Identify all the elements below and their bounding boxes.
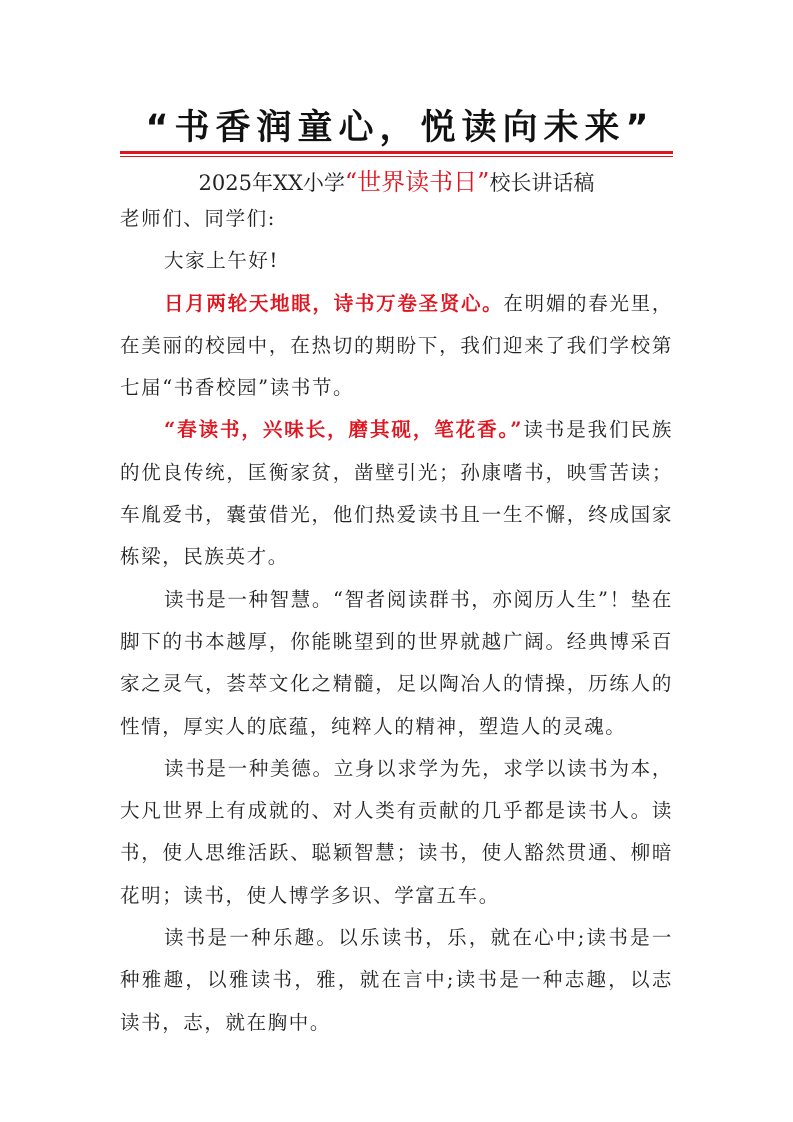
paragraph xyxy=(120,409,673,578)
paragraph: 读书是一种美德。立身以求学为先，求学以读书为本，大凡世界上有成就的、对人类有贡献的几乎都是读书人。读书，使人思维活跃、聪颖智慧；读书，使人豁然贯通、柳暗花明；读书，使人博学多识、学富五车。 xyxy=(120,756,673,907)
paragraph: 读书是一种智慧。“智者阅读群书，亦阅历人生”！垫在脚下的书本越厚，你能眺望到的世界就越广阔。经典博采百家之灵气，荟萃文化之精髓，足以陶冶人的情操，历练人的性情，厚实人的底蕴，纯粹人的精神，塑造人的灵魂。 xyxy=(120,587,673,738)
greeting: 大家上午好! xyxy=(164,249,279,273)
title-divider-thin xyxy=(120,156,673,157)
document-title: “书香润童心，悦读向未来” xyxy=(145,108,655,148)
paragraph: 读书是一种乐趣。以乐读书，乐，就在心中;读书是一种雅趣，以雅读书，雅，就在言中;读书是一种志趣，以志读书，志，就在胸中。 xyxy=(120,926,673,1034)
paragraph-text: 在明媚的春光里，在美丽的校园中，在热切的期盼下，我们迎来了我们学校第七届“书香校园”读书节。 xyxy=(120,291,673,400)
document-body xyxy=(120,198,673,1044)
paragraph xyxy=(120,283,673,410)
highlight-quote: 日月两轮天地眼，诗书万卷圣贤心。 xyxy=(164,291,504,315)
subtitle-prefix: 2025年XX小学 xyxy=(198,171,345,195)
title-divider xyxy=(120,151,673,154)
subtitle xyxy=(120,166,673,199)
subtitle-highlight: “世界读书日” xyxy=(344,168,490,196)
salutation: 老师们、同学们: xyxy=(120,207,276,230)
highlight-quote: “春读书，兴味长，磨其砚，笔花香。” xyxy=(164,418,524,442)
subtitle-suffix: 校长讲话稿 xyxy=(489,171,595,195)
paragraph-text: 读书是我们民族的优良传统，匡衡家贫，凿壁引光；孙康嗜书，映雪苦读；车胤爱书，囊萤借光，他们热爱读书且一生不懈，终成国家栋梁，民族英才。 xyxy=(120,418,674,569)
